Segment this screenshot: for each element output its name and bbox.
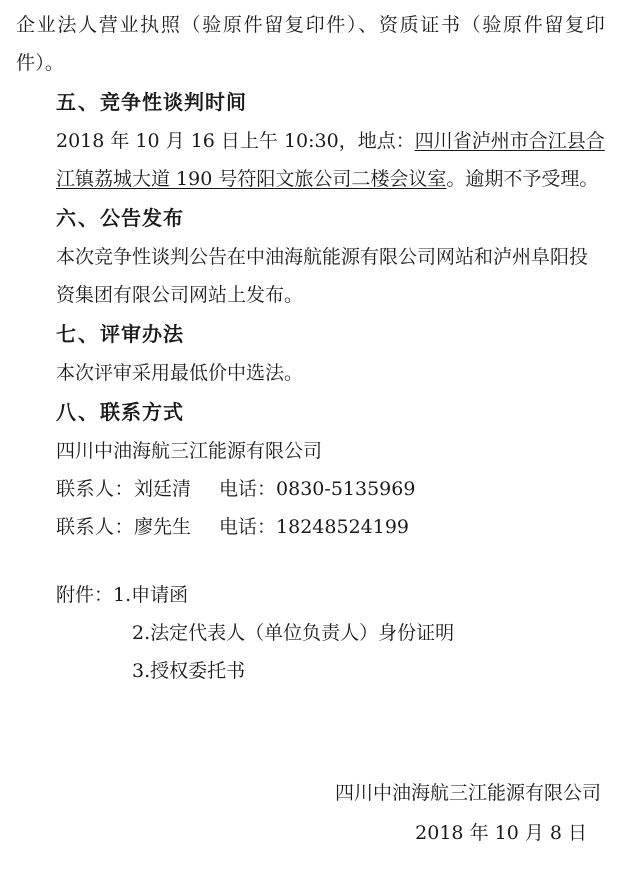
section-six-body: 本次竞争性谈判公告在中油海航能源有限公司网站和泸州阜阳投资集团有限公司网站上发布。 [56,246,589,306]
attachment-item-2-row [56,614,623,652]
top-paragraph-block [0,0,623,82]
contact-phone: 18248524199 [276,516,410,538]
attachment-item-3: 3.授权委托书 [132,660,246,682]
negotiation-time-text: 2018 年 10 月 16 日上午 10:30，地点： [56,130,415,152]
section-five [0,82,623,198]
section-five-title: 竞争性谈判时间 [100,90,247,114]
section-eight-title: 联系方式 [100,400,184,424]
attachments-label: 附件： [56,584,114,606]
contact-row [0,508,623,546]
attachment-item-1: 1.申请函 [113,584,189,606]
section-seven-number: 七、 [56,322,100,346]
section-six-number: 六、 [56,206,100,230]
signature-company: 四川中油海航三江能源有限公司 [334,782,601,804]
section-six-title: 公告发布 [100,206,184,230]
contact-label: 联系人： [56,516,135,538]
contact-phone: 0830-5135969 [276,478,416,500]
attachment-item-2: 2.法定代表人（单位负责人）身份证明 [132,622,455,644]
contact-phone-label: 电话： [219,478,277,500]
signature-date: 2018 年 10 月 8 日 [415,822,587,844]
section-six [0,198,623,314]
section-eight-heading [0,392,623,432]
section-seven [0,314,623,392]
contact-row [0,470,623,508]
section-five-body [0,122,623,198]
contact-label: 联系人： [56,478,135,500]
section-seven-body: 本次评审采用最低价中选法。 [56,362,304,384]
section-five-heading [0,82,623,122]
attachment-item-3-row [56,652,623,690]
signature-block [335,773,601,853]
section-eight [0,392,623,546]
attachment-first-line [56,576,623,614]
section-six-heading [0,198,623,238]
section-seven-title: 评审办法 [100,322,184,346]
negotiation-note-text: 。逾期不予受理。 [446,168,599,190]
contact-name: 廖先生 [134,516,192,538]
section-eight-number: 八、 [56,400,100,424]
section-seven-heading [0,314,623,354]
section-five-number: 五、 [56,90,100,114]
negotiation-venue-text: 四川省泸州市合江县合江镇荔城大道 190 号符阳文旅公司二楼会议室 [56,130,605,190]
attachments-block [0,546,623,690]
top-paragraph: 企业法人营业执照（验原件留复印件）、资质证书（验原件留复印件）。 [16,14,605,74]
contact-company: 四川中油海航三江能源有限公司 [56,440,323,462]
contact-name: 刘廷清 [134,478,192,500]
contact-phone-label: 电话： [219,516,277,538]
